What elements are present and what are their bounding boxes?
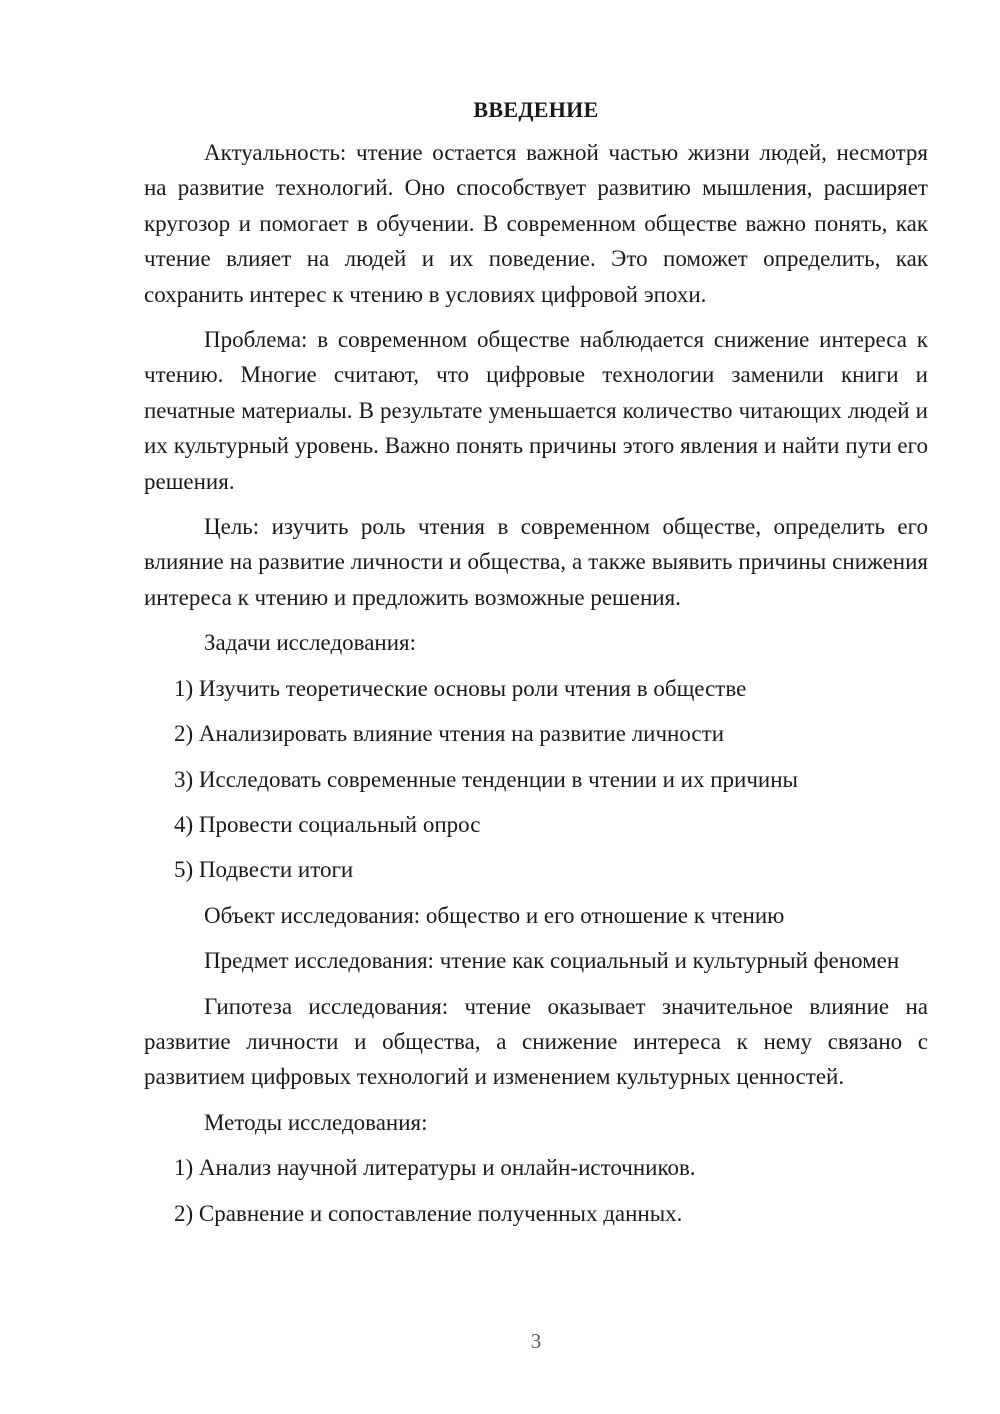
method-item: 1) Анализ научной литературы и онлайн-источников. bbox=[174, 1155, 696, 1181]
section-heading: ВВЕДЕНИЕ bbox=[473, 97, 599, 122]
task-item: 1) Изучить теоретические основы роли чтения в обществе bbox=[174, 675, 747, 701]
tasks-title: Задачи исследования: bbox=[204, 630, 417, 656]
relevance-paragraph: Актуальность: чтение остается важной частью жизни людей, несмотря на развитие технологий. Оно способствует развитию мышления, расширяет кругозор и помогает в обучении. В современном обществе важно понять, как чтение влияет на людей и их поведение. Это поможет определить, как сохранить интерес к чтению в условиях цифровой эпохи. bbox=[144, 140, 928, 307]
object-paragraph: Объект исследования: общество и его отношение к чтению bbox=[204, 902, 785, 928]
goal-paragraph: Цель: изучить роль чтения в современном обществе, определить его влияние на развитие личности и общества, а также выявить причины снижения интереса к чтению и предложить возможные решения. bbox=[144, 514, 928, 610]
task-item: 2) Анализировать влияние чтения на развитие личности bbox=[174, 721, 725, 747]
methods-title: Методы исследования: bbox=[204, 1109, 428, 1135]
problem-paragraph: Проблема: в современном обществе наблюдается снижение интереса к чтению. Многие считают, что цифровые технологии заменили книги и печатные материалы. В результате уменьшается количество читающих людей и их культурный уровень. Важно понять причины этого явления и найти пути его решения. bbox=[144, 327, 928, 494]
task-item: 3) Исследовать современные тенденции в чтении и их причины bbox=[174, 766, 798, 792]
tasks-list bbox=[144, 671, 928, 888]
method-item: 2) Сравнение и сопоставление полученных данных. bbox=[174, 1200, 683, 1226]
methods-list bbox=[144, 1150, 928, 1231]
hypothesis-paragraph: Гипотеза исследования: чтение оказывает значительное влияние на развитие личности и общества, а снижение интереса к нему связано с развитием цифровых технологий и изменением культурных ценностей. bbox=[144, 993, 928, 1090]
page-content bbox=[144, 94, 928, 1241]
task-item: 5) Подвести итоги bbox=[174, 857, 354, 883]
page-number: 3 bbox=[530, 1329, 542, 1353]
subject-paragraph: Предмет исследования: чтение как социальный и культурный феномен bbox=[204, 948, 900, 974]
task-item: 4) Провести социальный опрос bbox=[174, 811, 481, 837]
